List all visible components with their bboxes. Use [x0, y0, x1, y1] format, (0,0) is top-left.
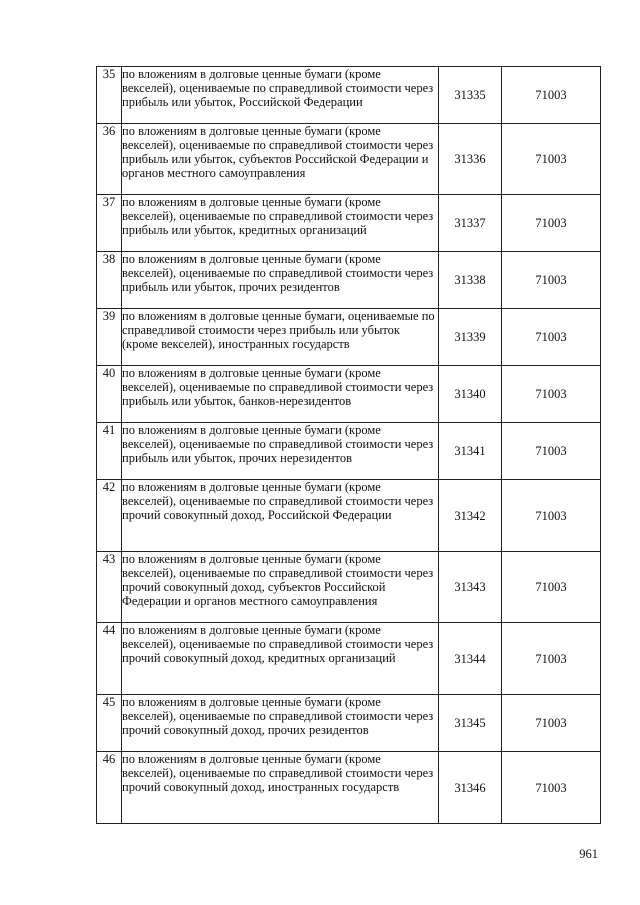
row-description: по вложениям в долговые ценные бумаги (кроме векселей), оцениваемые по справедливой стоимости через прочий совокупный доход, иностранных государств [122, 752, 439, 824]
account-number: 31340 [439, 366, 502, 423]
page-number: 961 [579, 847, 598, 861]
row-number: 37 [97, 195, 122, 252]
symbol-code: 71003 [502, 423, 601, 480]
row-number: 36 [97, 124, 122, 195]
row-description: по вложениям в долговые ценные бумаги (кроме векселей), оцениваемые по справедливой стоимости через прибыль или убыток, кредитных организаций [122, 195, 439, 252]
account-number: 31344 [439, 623, 502, 695]
row-number: 39 [97, 309, 122, 366]
row-description: по вложениям в долговые ценные бумаги (кроме векселей), оцениваемые по справедливой стоимости через прибыль или убыток, субъектов Российской Федерации и органов местного самоуправления [122, 124, 439, 195]
symbol-code: 71003 [502, 67, 601, 124]
account-number: 31339 [439, 309, 502, 366]
row-description: по вложениям в долговые ценные бумаги (кроме векселей), оцениваемые по справедливой стоимости через прочий совокупный доход, субъектов Российской Федерации и органов местного самоуправления [122, 552, 439, 623]
row-description: по вложениям в долговые ценные бумаги (кроме векселей), оцениваемые по справедливой стоимости через прибыль или убыток, прочих резидентов [122, 252, 439, 309]
table-row [97, 124, 601, 195]
symbol-code: 71003 [502, 552, 601, 623]
symbol-code: 71003 [502, 124, 601, 195]
symbol-code: 71003 [502, 623, 601, 695]
row-description: по вложениям в долговые ценные бумаги (кроме векселей), оцениваемые по справедливой стоимости через прочий совокупный доход, кредитных организаций [122, 623, 439, 695]
table-row [97, 195, 601, 252]
row-number: 35 [97, 67, 122, 124]
table-row [97, 695, 601, 752]
table-row [97, 423, 601, 480]
row-number: 40 [97, 366, 122, 423]
symbol-code: 71003 [502, 309, 601, 366]
symbol-code: 71003 [502, 695, 601, 752]
account-number: 31346 [439, 752, 502, 824]
row-description: по вложениям в долговые ценные бумаги (кроме векселей), оцениваемые по справедливой стоимости через прочий совокупный доход, Российской Федерации [122, 480, 439, 552]
symbol-code: 71003 [502, 252, 601, 309]
table-row [97, 623, 601, 695]
table-row [97, 752, 601, 824]
row-description: по вложениям в долговые ценные бумаги, оцениваемые по справедливой стоимости через прибыль или убыток (кроме векселей), иностранных государств [122, 309, 439, 366]
account-number: 31343 [439, 552, 502, 623]
account-number: 31345 [439, 695, 502, 752]
table-row [97, 480, 601, 552]
symbol-code: 71003 [502, 752, 601, 824]
account-number: 31337 [439, 195, 502, 252]
symbol-code: 71003 [502, 366, 601, 423]
row-description: по вложениям в долговые ценные бумаги (кроме векселей), оцениваемые по справедливой стоимости через прочий совокупный доход, прочих резидентов [122, 695, 439, 752]
table-row [97, 252, 601, 309]
row-number: 45 [97, 695, 122, 752]
account-number: 31341 [439, 423, 502, 480]
row-number: 38 [97, 252, 122, 309]
table-row [97, 309, 601, 366]
account-number: 31342 [439, 480, 502, 552]
row-number: 46 [97, 752, 122, 824]
row-number: 43 [97, 552, 122, 623]
row-number: 44 [97, 623, 122, 695]
account-number: 31336 [439, 124, 502, 195]
symbol-code: 71003 [502, 480, 601, 552]
table-row [97, 67, 601, 124]
account-number: 31335 [439, 67, 502, 124]
account-number: 31338 [439, 252, 502, 309]
row-number: 41 [97, 423, 122, 480]
symbol-code: 71003 [502, 195, 601, 252]
table-row [97, 366, 601, 423]
row-description: по вложениям в долговые ценные бумаги (кроме векселей), оцениваемые по справедливой стоимости через прибыль или убыток, прочих нерезидентов [122, 423, 439, 480]
row-description: по вложениям в долговые ценные бумаги (кроме векселей), оцениваемые по справедливой стоимости через прибыль или убыток, банков-нерезидентов [122, 366, 439, 423]
table-row [97, 552, 601, 623]
row-description: по вложениям в долговые ценные бумаги (кроме векселей), оцениваемые по справедливой стоимости через прибыль или убыток, Российской Федерации [122, 67, 439, 124]
accounts-table [96, 66, 601, 824]
row-number: 42 [97, 480, 122, 552]
